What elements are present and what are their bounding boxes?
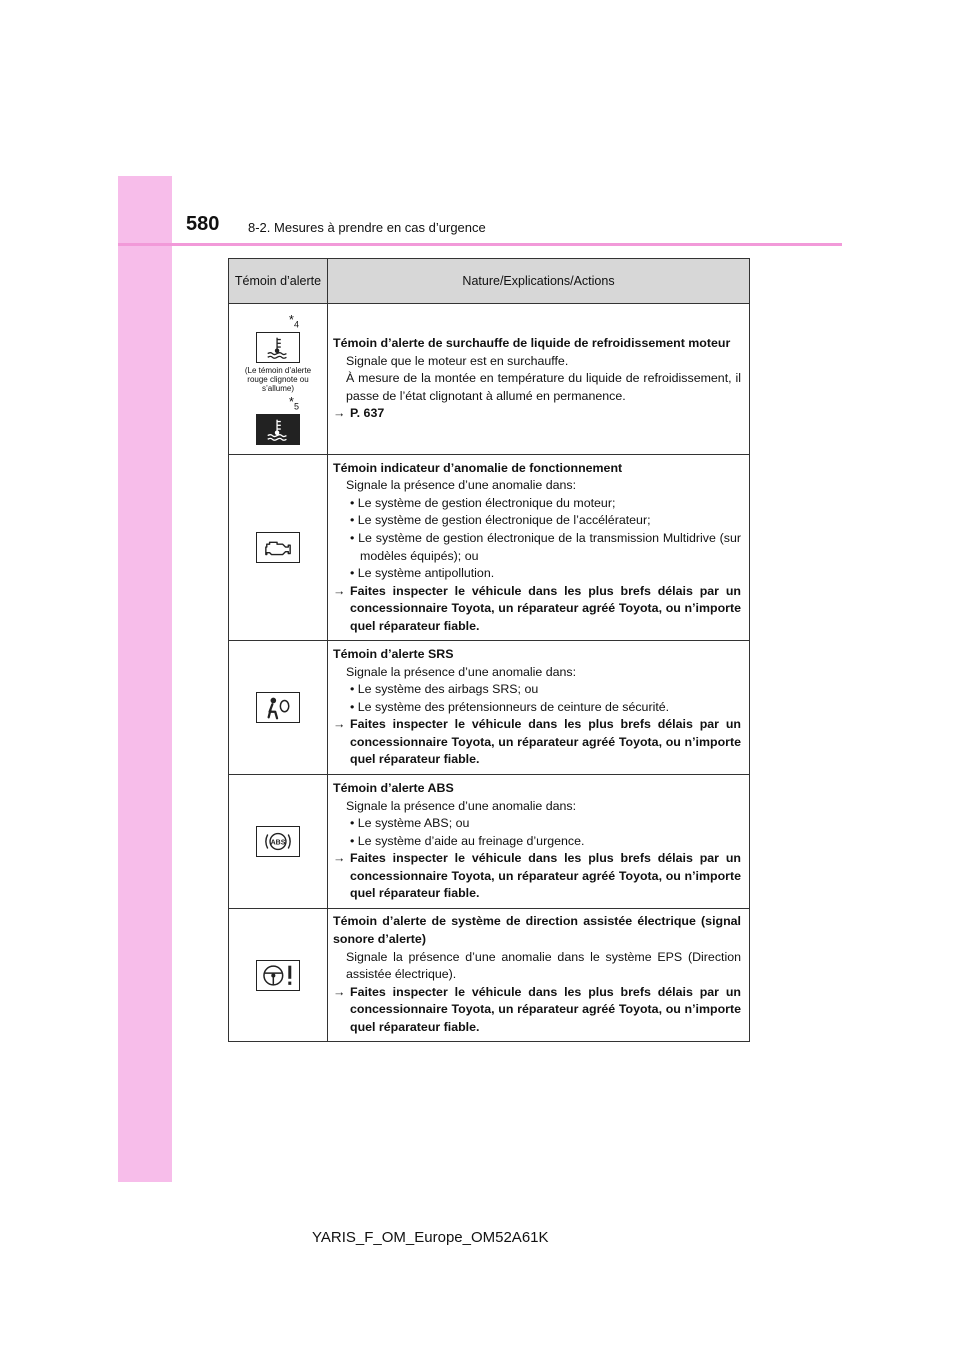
table-row [229,641,750,775]
coolant-temperature-icon [256,332,300,363]
explanation-cell [328,641,750,775]
action-reference [333,405,741,423]
chapter-tab-sidebar [118,176,172,1182]
page-reference-link[interactable]: P. 637 [350,406,385,421]
description: Signale que le moteur est en surchauffe. [346,353,569,368]
warning-lights-table [228,258,750,1042]
description: Signale la présence d’une anomalie dans: [346,478,577,493]
col-header-warning-light: Témoin d’alerte [229,259,328,304]
abs-icon [256,826,300,857]
explanation-cell [328,909,750,1042]
list-item: • Le système antipollution. [350,566,495,581]
description: Signale la présence d’une anomalie dans: [346,664,577,679]
description: Signale la présence d’une anomalie dans: [346,798,577,813]
list-item: • Le système d’aide au freinage d’urgence. [350,833,585,848]
warning-title: Témoin d’alerte ABS [333,780,454,795]
action-instruction: → Faites inspecter le véhicule dans les plus brefs délais par un concessionnaire Toyota, un réparateur agréé Toyota, ou n’importe quel réparateur fiable. [333,984,741,1034]
section-title: 8-2. Mesures à prendre en cas d’urgence [248,220,486,235]
coolant-temperature-icon [256,414,300,445]
list-item: • Le système des prétensionneurs de ceinture de sécurité. [350,699,670,714]
warning-title: Témoin d’alerte de système de direction assistée électrique (signal sonore d’alerte) [333,914,741,947]
warning-light-cell [229,455,328,641]
warning-light-cell [229,641,328,775]
col-header-explanation: Nature/Explications/Actions [328,259,750,304]
table-header-row [229,259,750,304]
description: Signale la présence d’une anomalie dans le système EPS (Direction assistée électrique). [346,949,741,982]
table-row [229,775,750,909]
action-instruction: → Faites inspecter le véhicule dans les plus brefs délais par un concessionnaire Toyota, un réparateur agréé Toyota, ou n’importe quel réparateur fiable. [333,851,741,901]
power-steering-icon [256,960,300,991]
list-item: • Le système de gestion électronique de la transmission Multidrive (sur modèles équipés); ou [350,530,741,563]
list-item: • Le système de gestion électronique de l’accélérateur; [350,513,651,528]
lamp-caption: (Le témoin d’alerte rouge clignote ou s’allume) [244,366,312,393]
warning-title: Témoin indicateur d’anomalie de fonctionnement [333,460,623,475]
arrow: → [333,406,346,421]
list-item: • Le système ABS; ou [350,816,470,831]
warning-title: Témoin d’alerte de surchauffe de liquide de refroidissement moteur [333,336,731,351]
warning-light-cell [229,304,328,455]
arrow: → [333,984,346,999]
table-row [229,304,750,455]
warning-light-cell [229,909,328,1042]
action-instruction: → Faites inspecter le véhicule dans les plus brefs délais par un concessionnaire Toyota, un réparateur agréé Toyota, ou n’importe quel réparateur fiable. [333,717,741,767]
arrow: → [333,851,346,866]
srs-airbag-icon [256,692,300,723]
list-item: • Le système des airbags SRS; ou [350,682,539,697]
document-code: YARIS_F_OM_Europe_OM52A61K [312,1229,549,1246]
explanation-cell [328,455,750,641]
warning-title: Témoin d’alerte SRS [333,646,454,661]
header-rule [118,243,842,246]
description: À mesure de la montée en température du liquide de refroidissement, il passe de l’état clignotant à allumé en permanence. [346,371,741,403]
note-marker: $*_4$ [288,312,299,330]
explanation-cell [328,775,750,909]
engine-malfunction-icon [256,532,300,563]
warning-light-cell [229,775,328,909]
action-instruction: → Faites inspecter le véhicule dans les plus brefs délais par un concessionnaire Toyota, un réparateur agréé Toyota, ou n’importe quel réparateur fiable. [333,583,741,633]
list-item: • Le système de gestion électronique du moteur; [350,495,616,510]
table-row [229,909,750,1042]
note-marker: $*_5$ [288,394,299,412]
table-row [229,455,750,641]
page-number: 580 [186,213,220,235]
arrow: → [333,583,346,598]
abs-icon-label: ABS [270,839,286,847]
arrow: → [333,717,346,732]
explanation-cell [328,304,750,455]
